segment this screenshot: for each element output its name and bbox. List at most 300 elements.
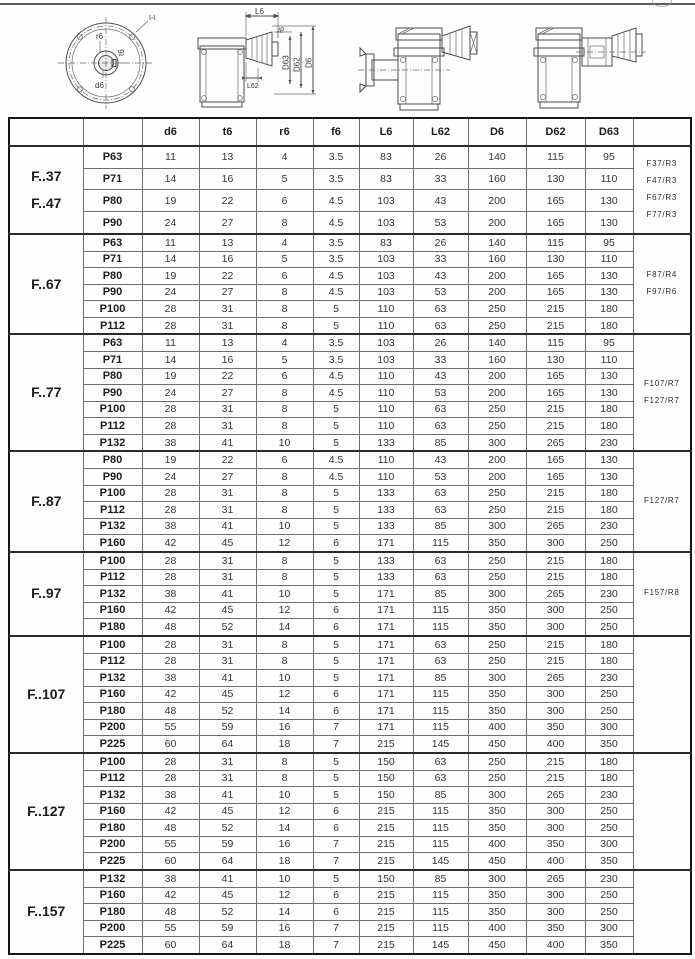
dimension-value-cell: 31: [199, 569, 256, 586]
scan-corner-mark: [652, 0, 672, 7]
dimension-value-cell: 215: [359, 820, 413, 837]
dimension-value-cell: 350: [468, 904, 526, 921]
dimension-value-cell: 5: [313, 770, 359, 787]
dimension-value-cell: 133: [359, 518, 413, 535]
motor-size-cell: P112: [83, 418, 142, 435]
group-label-cell: [9, 234, 83, 334]
dimension-value-cell: 8: [256, 502, 313, 519]
column-header-L6: L6: [359, 118, 413, 146]
dimension-value-cell: 59: [199, 836, 256, 853]
dimension-value-cell: 145: [413, 853, 468, 870]
dimension-value-cell: 200: [468, 190, 526, 212]
column-header-blank-11: [633, 118, 691, 146]
dimension-value-cell: 265: [526, 586, 585, 603]
dimension-value-cell: 28: [142, 770, 199, 787]
dimension-value-cell: 59: [199, 719, 256, 736]
dimension-value-cell: 103: [359, 212, 413, 234]
dimension-value-cell: 45: [199, 803, 256, 820]
dimension-value-cell: 28: [142, 636, 199, 653]
dimension-value-cell: 5: [313, 670, 359, 687]
dimension-value-cell: 10: [256, 670, 313, 687]
dimension-value-cell: 165: [526, 284, 585, 301]
dimension-value-cell: 215: [526, 653, 585, 670]
dimension-value-cell: 215: [526, 301, 585, 318]
dimension-value-cell: 115: [413, 535, 468, 552]
dimension-value-cell: 12: [256, 686, 313, 703]
dimension-value-cell: 103: [359, 251, 413, 268]
dimension-value-cell: 8: [256, 385, 313, 402]
dimension-value-cell: 160: [468, 251, 526, 268]
table-row: [9, 887, 691, 904]
dimension-value-cell: 200: [468, 284, 526, 301]
dimension-value-cell: 180: [585, 301, 633, 318]
dimension-value-cell: 85: [413, 518, 468, 535]
motor-size-cell: P132: [83, 787, 142, 804]
dimension-value-cell: 103: [359, 268, 413, 285]
dimension-value-cell: 27: [199, 212, 256, 234]
dimension-value-cell: 55: [142, 920, 199, 937]
dimension-value-cell: 250: [585, 602, 633, 619]
dimension-value-cell: 400: [526, 853, 585, 870]
dimension-value-cell: 33: [413, 168, 468, 190]
dimension-value-cell: 5: [256, 168, 313, 190]
dimension-value-cell: 115: [413, 619, 468, 636]
adapter-note: F127/R7: [643, 395, 680, 405]
table-row: [9, 920, 691, 937]
dimension-value-cell: 85: [413, 870, 468, 887]
dimension-value-cell: 45: [199, 535, 256, 552]
dimension-value-cell: 300: [526, 904, 585, 921]
dimension-value-cell: 16: [199, 352, 256, 369]
dimension-value-cell: 28: [142, 569, 199, 586]
dimension-value-cell: 200: [468, 469, 526, 486]
motor-size-cell: P100: [83, 636, 142, 653]
table-row: [9, 569, 691, 586]
dimension-value-cell: 31: [199, 502, 256, 519]
D63-dim-label: D63: [281, 55, 291, 70]
dimension-value-cell: 130: [526, 251, 585, 268]
table-row: [9, 451, 691, 468]
dimension-value-cell: 27: [199, 284, 256, 301]
dimension-value-cell: 38: [142, 787, 199, 804]
dimension-value-cell: 171: [359, 602, 413, 619]
dimension-value-cell: 63: [413, 552, 468, 569]
motor-size-cell: P71: [83, 352, 142, 369]
adapter-note: F37/R3: [646, 159, 677, 169]
table-row: [9, 552, 691, 569]
dimension-value-cell: 250: [468, 552, 526, 569]
dimension-value-cell: 130: [585, 469, 633, 486]
group-label: F..157: [27, 903, 66, 920]
motor-size-cell: P63: [83, 234, 142, 251]
dimension-value-cell: 27: [199, 385, 256, 402]
dimension-value-cell: 8: [256, 653, 313, 670]
f6-dim-label: f6: [279, 27, 286, 33]
motor-size-cell: P225: [83, 853, 142, 870]
dimension-value-cell: 150: [359, 870, 413, 887]
dimension-value-cell: 165: [526, 451, 585, 468]
dimension-value-cell: 130: [526, 352, 585, 369]
dimension-value-cell: 63: [413, 753, 468, 770]
group-label-cell: [9, 552, 83, 636]
dimension-value-cell: 6: [313, 703, 359, 720]
dimension-value-cell: 6: [313, 820, 359, 837]
dimension-value-cell: 12: [256, 535, 313, 552]
dimension-value-cell: 11: [142, 234, 199, 251]
dimension-value-cell: 10: [256, 518, 313, 535]
adapter-note: F67/R3: [646, 192, 677, 202]
r6-dim-label: r6: [96, 32, 104, 41]
dimension-value-cell: 14: [256, 820, 313, 837]
adapter-notes-cell: [633, 146, 691, 234]
motor-size-cell: P160: [83, 686, 142, 703]
dimension-value-cell: 110: [359, 385, 413, 402]
column-header-blank-1: [83, 118, 142, 146]
dimension-value-cell: 400: [526, 736, 585, 753]
adapter-notes-cell: [633, 753, 691, 870]
dimension-value-cell: 3.5: [313, 234, 359, 251]
dimension-value-cell: 41: [199, 518, 256, 535]
dimension-value-cell: 33: [413, 352, 468, 369]
dimension-value-cell: 10: [256, 870, 313, 887]
dimension-value-cell: 300: [526, 820, 585, 837]
dimension-value-cell: 180: [585, 753, 633, 770]
dimension-value-cell: 230: [585, 434, 633, 451]
motor-size-cell: P112: [83, 317, 142, 334]
dimension-value-cell: 52: [199, 619, 256, 636]
dimension-value-cell: 5: [313, 502, 359, 519]
table-container: [8, 117, 692, 955]
motor-size-cell: P132: [83, 586, 142, 603]
dimension-value-cell: 4: [256, 334, 313, 351]
dimension-value-cell: 8: [256, 636, 313, 653]
dimension-value-cell: 14: [142, 168, 199, 190]
adapter-notes-cell: [633, 234, 691, 334]
dimension-value-cell: 26: [413, 146, 468, 168]
dimension-value-cell: 83: [359, 234, 413, 251]
dimension-value-cell: 85: [413, 787, 468, 804]
dimension-value-cell: 63: [413, 569, 468, 586]
dimension-value-cell: 63: [413, 653, 468, 670]
dimension-value-cell: 63: [413, 317, 468, 334]
dimension-value-cell: 171: [359, 619, 413, 636]
dimension-value-cell: 350: [468, 619, 526, 636]
motor-size-cell: P180: [83, 703, 142, 720]
dimension-value-cell: 115: [413, 803, 468, 820]
table-row: [9, 619, 691, 636]
column-header-f6: f6: [313, 118, 359, 146]
motor-size-cell: P200: [83, 719, 142, 736]
dimension-value-cell: 350: [468, 686, 526, 703]
dimension-value-cell: 7: [313, 853, 359, 870]
table-row: [9, 385, 691, 402]
motor-size-cell: P112: [83, 653, 142, 670]
dimension-value-cell: 250: [468, 401, 526, 418]
dimension-value-cell: 180: [585, 317, 633, 334]
dimension-value-cell: 16: [256, 836, 313, 853]
dimension-value-cell: 52: [199, 904, 256, 921]
dimension-value-cell: 180: [585, 770, 633, 787]
dimension-value-cell: 110: [359, 418, 413, 435]
column-header-D62: D62: [526, 118, 585, 146]
dimension-value-cell: 265: [526, 670, 585, 687]
table-row: [9, 736, 691, 753]
motor-size-cell: P160: [83, 803, 142, 820]
dimension-value-cell: 215: [526, 317, 585, 334]
dimension-value-cell: 38: [142, 518, 199, 535]
dimension-value-cell: 300: [526, 803, 585, 820]
dimension-value-cell: 95: [585, 146, 633, 168]
dimension-value-cell: 115: [413, 686, 468, 703]
dimension-value-cell: 8: [256, 485, 313, 502]
dimension-value-cell: 6: [313, 686, 359, 703]
table-row: [9, 284, 691, 301]
motor-size-cell: P160: [83, 602, 142, 619]
dimension-value-cell: 265: [526, 870, 585, 887]
table-row: [9, 653, 691, 670]
adapter-notes-cell: [633, 636, 691, 753]
table-row: [9, 485, 691, 502]
dimension-value-cell: 63: [413, 485, 468, 502]
dimension-value-cell: 230: [585, 870, 633, 887]
dimension-value-cell: 115: [413, 887, 468, 904]
dimension-value-cell: 115: [413, 904, 468, 921]
dimension-value-cell: 350: [526, 920, 585, 937]
dimension-value-cell: 350: [526, 836, 585, 853]
dimension-value-cell: 55: [142, 719, 199, 736]
dimension-value-cell: 133: [359, 502, 413, 519]
dimension-value-cell: 265: [526, 787, 585, 804]
dimension-value-cell: 13: [199, 146, 256, 168]
dimension-value-cell: 133: [359, 569, 413, 586]
dimension-value-cell: 180: [585, 569, 633, 586]
dimension-value-cell: 5: [313, 753, 359, 770]
motor-size-cell: P200: [83, 836, 142, 853]
dimension-value-cell: 8: [256, 317, 313, 334]
dimension-value-cell: 85: [413, 586, 468, 603]
dimension-value-cell: 350: [468, 887, 526, 904]
dimension-value-cell: 230: [585, 670, 633, 687]
dimension-value-cell: 4.5: [313, 385, 359, 402]
dimension-value-cell: 45: [199, 602, 256, 619]
table-row: [9, 836, 691, 853]
motor-size-cell: P100: [83, 485, 142, 502]
dimension-value-cell: 115: [413, 820, 468, 837]
dimension-value-cell: 140: [468, 146, 526, 168]
dimension-value-cell: 42: [142, 887, 199, 904]
dimension-value-cell: 6: [256, 190, 313, 212]
dimension-value-cell: 16: [256, 920, 313, 937]
dimension-value-cell: 8: [256, 401, 313, 418]
dimension-value-cell: 4: [256, 234, 313, 251]
dimension-value-cell: 250: [585, 535, 633, 552]
motor-size-cell: P80: [83, 268, 142, 285]
dimension-value-cell: 215: [359, 904, 413, 921]
dimension-value-cell: 3.5: [313, 146, 359, 168]
motor-size-cell: P160: [83, 887, 142, 904]
dimension-value-cell: 165: [526, 469, 585, 486]
dimension-value-cell: 4.5: [313, 268, 359, 285]
dimension-value-cell: 55: [142, 836, 199, 853]
dimension-value-cell: 31: [199, 485, 256, 502]
dimension-value-cell: 10: [256, 787, 313, 804]
dimension-value-cell: 165: [526, 268, 585, 285]
dimension-value-cell: 24: [142, 385, 199, 402]
dimension-value-cell: 165: [526, 368, 585, 385]
dimension-value-cell: 5: [313, 317, 359, 334]
table-row: [9, 853, 691, 870]
dimension-value-cell: 6: [256, 451, 313, 468]
dimension-value-cell: 52: [199, 820, 256, 837]
dimension-value-cell: 31: [199, 770, 256, 787]
dimension-value-cell: 6: [256, 268, 313, 285]
dimension-value-cell: 13: [199, 334, 256, 351]
dimension-value-cell: 300: [468, 518, 526, 535]
dimension-value-cell: 171: [359, 686, 413, 703]
table-row: [9, 469, 691, 486]
dimension-value-cell: 171: [359, 653, 413, 670]
table-row: [9, 502, 691, 519]
dimension-value-cell: 110: [585, 352, 633, 369]
dimension-value-cell: 48: [142, 703, 199, 720]
dimension-value-cell: 230: [585, 518, 633, 535]
dimension-value-cell: 350: [585, 736, 633, 753]
motor-size-cell: P90: [83, 385, 142, 402]
dimension-value-cell: 4.5: [313, 284, 359, 301]
dimension-value-cell: 250: [585, 803, 633, 820]
dimension-value-cell: 400: [468, 836, 526, 853]
dimension-value-cell: 64: [199, 853, 256, 870]
dimension-value-cell: 110: [585, 168, 633, 190]
dimension-value-cell: 215: [359, 836, 413, 853]
motor-size-cell: P160: [83, 535, 142, 552]
dimension-value-cell: 5: [256, 352, 313, 369]
table-row: [9, 670, 691, 687]
dimension-value-cell: 130: [585, 451, 633, 468]
dimension-value-cell: 5: [313, 870, 359, 887]
table-row: [9, 352, 691, 369]
dimension-value-cell: 133: [359, 552, 413, 569]
dimension-value-cell: 7: [313, 836, 359, 853]
dimension-value-cell: 28: [142, 485, 199, 502]
table-row: [9, 251, 691, 268]
dimension-value-cell: 115: [413, 602, 468, 619]
table-row: [9, 434, 691, 451]
dimension-value-cell: 8: [256, 569, 313, 586]
dimension-value-cell: 215: [526, 552, 585, 569]
table-row: [9, 368, 691, 385]
L62-dim-label: L62: [247, 83, 259, 90]
dimension-value-cell: 28: [142, 552, 199, 569]
dimension-value-cell: 5: [313, 401, 359, 418]
dimension-value-cell: 5: [313, 636, 359, 653]
dimension-value-cell: 4.5: [313, 190, 359, 212]
table-row: [9, 636, 691, 653]
dimension-value-cell: 145: [413, 736, 468, 753]
dimension-value-cell: 300: [526, 703, 585, 720]
dimension-value-cell: 24: [142, 284, 199, 301]
motor-size-cell: P100: [83, 401, 142, 418]
dimension-value-cell: 28: [142, 418, 199, 435]
group-label: F..127: [27, 802, 66, 819]
dimension-value-cell: 7: [313, 736, 359, 753]
dimension-value-cell: 13: [199, 234, 256, 251]
table-row: [9, 703, 691, 720]
column-header-blank-0: [9, 118, 83, 146]
motor-size-cell: P71: [83, 168, 142, 190]
table-row: [9, 937, 691, 954]
dimension-value-cell: 300: [526, 686, 585, 703]
dimension-value-cell: 41: [199, 870, 256, 887]
dimension-value-cell: 14: [142, 352, 199, 369]
motor-size-cell: P112: [83, 569, 142, 586]
dimension-value-cell: 10: [256, 586, 313, 603]
dimension-value-cell: 8: [256, 770, 313, 787]
dimension-value-cell: 3.5: [313, 334, 359, 351]
dimension-value-cell: 19: [142, 268, 199, 285]
dimension-value-cell: 300: [468, 434, 526, 451]
dimension-value-cell: 85: [413, 670, 468, 687]
table-row: [9, 753, 691, 770]
dimension-value-cell: 28: [142, 401, 199, 418]
dimension-value-cell: 265: [526, 434, 585, 451]
table-row: [9, 586, 691, 603]
adapter-note: F97/R6: [646, 287, 677, 297]
dimension-value-cell: 26: [413, 234, 468, 251]
dimension-value-cell: 300: [468, 787, 526, 804]
group-label-cell: [9, 870, 83, 954]
dimension-value-cell: 115: [413, 703, 468, 720]
dimension-value-cell: 5: [313, 552, 359, 569]
dimension-value-cell: 38: [142, 670, 199, 687]
motor-size-cell: P100: [83, 753, 142, 770]
motor-size-cell: P112: [83, 770, 142, 787]
dimension-value-cell: 115: [526, 234, 585, 251]
dimension-value-cell: 8: [256, 301, 313, 318]
motor-size-cell: P180: [83, 619, 142, 636]
dimension-value-cell: 150: [359, 787, 413, 804]
dimension-value-cell: 250: [585, 686, 633, 703]
motor-size-cell: P100: [83, 301, 142, 318]
dimension-value-cell: 115: [526, 334, 585, 351]
dimension-value-cell: 250: [585, 904, 633, 921]
adapter-notes-cell: [633, 334, 691, 451]
dimension-value-cell: 22: [199, 368, 256, 385]
dimension-value-cell: 215: [359, 937, 413, 954]
motor-size-cell: P90: [83, 284, 142, 301]
dimension-value-cell: 53: [413, 469, 468, 486]
group-label: F..67: [31, 275, 62, 292]
table-row: [9, 787, 691, 804]
dimension-value-cell: 31: [199, 653, 256, 670]
adapter-note: F87/R4: [646, 270, 677, 280]
dimension-value-cell: 6: [313, 904, 359, 921]
dimension-value-cell: 31: [199, 753, 256, 770]
dimension-value-cell: 103: [359, 284, 413, 301]
table-row: [9, 301, 691, 318]
dimension-value-cell: 28: [142, 317, 199, 334]
dimension-value-cell: 28: [142, 301, 199, 318]
dimension-value-cell: 28: [142, 753, 199, 770]
dimension-value-cell: 6: [313, 803, 359, 820]
dimension-value-cell: 110: [359, 301, 413, 318]
motor-size-cell: P90: [83, 212, 142, 234]
dimension-value-cell: 14: [256, 619, 313, 636]
dimension-value-cell: 4.5: [313, 469, 359, 486]
table-row: [9, 602, 691, 619]
dimension-value-cell: 130: [526, 168, 585, 190]
dimension-value-cell: 180: [585, 401, 633, 418]
